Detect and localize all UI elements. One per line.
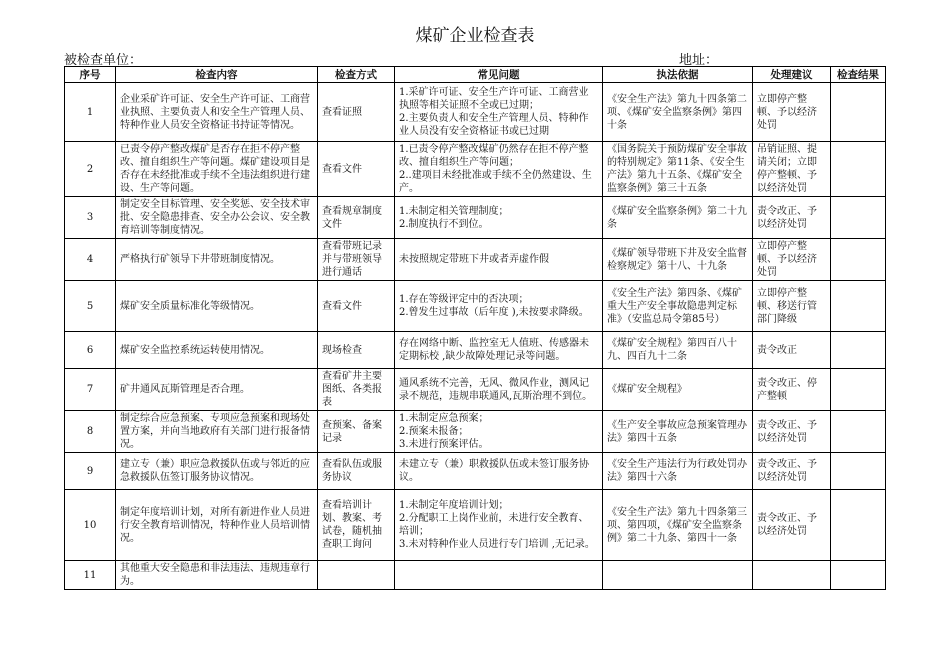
page-title: 煤矿企业检查表 bbox=[415, 26, 535, 46]
legal-basis-cell: 《国务院关于预防煤矿安全事故的特别规定》第11条、《安全生产法》第九十五条、《煤矿安全监察条例》第三十五条 bbox=[603, 142, 753, 197]
common-problem-cell: 1.未制定应急预案； 2.预案未报备； 3.未进行预案评估。 bbox=[395, 411, 603, 453]
check-content-cell: 严格执行矿领导下井带班制度情况。 bbox=[116, 239, 318, 281]
legal-basis-cell: 《安全生产违法行为行政处罚办法》第四十六条 bbox=[603, 453, 753, 490]
check-method-cell bbox=[318, 561, 395, 590]
legal-basis-cell: 《生产安全事故应急预案管理办法》第四十五条 bbox=[603, 411, 753, 453]
header-basis: 执法依据 bbox=[603, 67, 753, 83]
legal-basis-cell: 《煤矿安全规程》 bbox=[603, 369, 753, 411]
table-row bbox=[65, 281, 886, 332]
handling-advice-cell: 立即停产整顿、予以经济处罚 bbox=[753, 239, 831, 281]
table-row bbox=[65, 453, 886, 490]
address-label: 地址： bbox=[679, 53, 719, 68]
check-result-cell[interactable] bbox=[831, 490, 886, 561]
handling-advice-cell: 责令改正、停产整顿 bbox=[753, 369, 831, 411]
handling-advice-cell: 责令改正、予以经济处罚 bbox=[753, 197, 831, 239]
check-method-cell: 查看矿井主要图纸、各类报表 bbox=[318, 369, 395, 411]
row-number-cell: 6 bbox=[65, 332, 116, 369]
check-method-cell: 查看证照 bbox=[318, 83, 395, 142]
row-number-cell: 5 bbox=[65, 281, 116, 332]
check-method-cell: 查看带班记录并与带班领导进行通话 bbox=[318, 239, 395, 281]
table-row bbox=[65, 197, 886, 239]
header-no: 序号 bbox=[65, 67, 116, 83]
handling-advice-cell: 责令改正、予以经济处罚 bbox=[753, 490, 831, 561]
legal-basis-cell: 《煤矿安全监察条例》第二十九条 bbox=[603, 197, 753, 239]
common-problem-cell: 存在网络中断、监控室无人值班、传感器未定期标校 ,缺少故障处理记录等问题。 bbox=[395, 332, 603, 369]
check-result-cell[interactable] bbox=[831, 197, 886, 239]
row-number-cell: 9 bbox=[65, 453, 116, 490]
common-problem-cell: 1.存在等级评定中的否决项； 2.曾发生过事故（后年度 ),未按要求降级。 bbox=[395, 281, 603, 332]
row-number-cell: 8 bbox=[65, 411, 116, 453]
table-row bbox=[65, 83, 886, 142]
table-row bbox=[65, 411, 886, 453]
handling-advice-cell: 责令改正 bbox=[753, 332, 831, 369]
check-content-cell: 制定综合应急预案、专项应急预案和现场处置方案，并向当地政府有关部门进行报备情况。 bbox=[116, 411, 318, 453]
table-row bbox=[65, 332, 886, 369]
check-method-cell: 查看培训计划、教案、考试卷，随机抽查职工询问 bbox=[318, 490, 395, 561]
legal-basis-cell: 《煤矿安全规程》第四百八十九、四百九十二条 bbox=[603, 332, 753, 369]
check-result-cell[interactable] bbox=[831, 239, 886, 281]
header-problem: 常见问题 bbox=[395, 67, 603, 83]
check-content-cell: 建立专（兼）职应急救援队伍或与邻近的应急救援队伍签订服务协议情况。 bbox=[116, 453, 318, 490]
check-method-cell: 查看规章制度文件 bbox=[318, 197, 395, 239]
check-content-cell: 制定年度培训计划，对所有新进作业人员进行安全教育培训情况，特种作业人员培训情况。 bbox=[116, 490, 318, 561]
check-method-cell: 查看队伍或服务协议 bbox=[318, 453, 395, 490]
row-number-cell: 7 bbox=[65, 369, 116, 411]
check-result-cell[interactable] bbox=[831, 142, 886, 197]
check-method-cell: 现场检查 bbox=[318, 332, 395, 369]
common-problem-cell: 1.采矿许可证、安全生产许可证、工商营业执照等相关证照不全或已过期； 2.主要负责人和安全生产管理人员、特种作业人员没有安全资格证书或已过期 bbox=[395, 83, 603, 142]
handling-advice-cell: 立即停产整顿、移送行管部门降级 bbox=[753, 281, 831, 332]
row-number-cell: 4 bbox=[65, 239, 116, 281]
handling-advice-cell: 责令改正、予以经济处罚 bbox=[753, 453, 831, 490]
check-result-cell[interactable] bbox=[831, 369, 886, 411]
check-result-cell[interactable] bbox=[831, 281, 886, 332]
legal-basis-cell: 《煤矿领导带班下井及安全监督检察规定》第十八、十九条 bbox=[603, 239, 753, 281]
legal-basis-cell bbox=[603, 561, 753, 590]
legal-basis-cell: 《安全生产法》第九十四条第三项、第四项，《煤矿安全监察条例》第二十九条、第四十一条 bbox=[603, 490, 753, 561]
check-content-cell: 煤矿安全质量标准化等级情况。 bbox=[116, 281, 318, 332]
legal-basis-cell: 《安全生产法》第九十四条第二项、《煤矿安全监察条例》第四十条 bbox=[603, 83, 753, 142]
check-content-cell: 已责令停产整改煤矿是否存在拒不停产整改、擅自组织生产等问题。煤矿建设项目是否存在未经批准或手续不全违法组织进行建设、生产等问题。 bbox=[116, 142, 318, 197]
table-row bbox=[65, 239, 886, 281]
handling-advice-cell: 责令改正、予以经济处罚 bbox=[753, 411, 831, 453]
row-number-cell: 1 bbox=[65, 83, 116, 142]
table-row bbox=[65, 142, 886, 197]
header-result: 检查结果 bbox=[831, 67, 886, 83]
check-result-cell[interactable] bbox=[831, 453, 886, 490]
check-result-cell[interactable] bbox=[831, 411, 886, 453]
check-content-cell: 其他重大安全隐患和非法违法、违规违章行为。 bbox=[116, 561, 318, 590]
common-problem-cell: 通风系统不完善，无风、微风作业，测风记录不规范，违规串联通风,瓦斯治理不到位。 bbox=[395, 369, 603, 411]
handling-advice-cell: 立即停产整顿、予以经济处罚 bbox=[753, 83, 831, 142]
check-result-cell[interactable] bbox=[831, 332, 886, 369]
common-problem-cell: 1.未制定相关管理制度； 2.制度执行不到位。 bbox=[395, 197, 603, 239]
check-method-cell: 查看文件 bbox=[318, 281, 395, 332]
row-number-cell: 11 bbox=[65, 561, 116, 590]
legal-basis-cell: 《安全生产法》第四条、《煤矿重大生产安全事故隐患判定标准》（安监总局令第85号） bbox=[603, 281, 753, 332]
check-method-cell: 查预案、备案记录 bbox=[318, 411, 395, 453]
row-number-cell: 10 bbox=[65, 490, 116, 561]
inspected-unit-label: 被检查单位： bbox=[64, 53, 143, 68]
table-row bbox=[65, 369, 886, 411]
row-number-cell: 2 bbox=[65, 142, 116, 197]
header-method: 检查方式 bbox=[318, 67, 395, 83]
check-content-cell: 矿井通风瓦斯管理是否合理。 bbox=[116, 369, 318, 411]
check-result-cell[interactable] bbox=[831, 561, 886, 590]
handling-advice-cell bbox=[753, 561, 831, 590]
table-header-row bbox=[65, 67, 886, 83]
common-problem-cell: 未建立专（兼）职救援队伍或未签订服务协议。 bbox=[395, 453, 603, 490]
row-number-cell: 3 bbox=[65, 197, 116, 239]
check-content-cell: 制定安全目标管理、安全奖惩、安全技术审批、安全隐患排查、安全办公会议、安全教育培训等制度情况。 bbox=[116, 197, 318, 239]
common-problem-cell: 未按照规定带班下井或者弄虚作假 bbox=[395, 239, 603, 281]
header-content: 检查内容 bbox=[116, 67, 318, 83]
check-content-cell: 煤矿安全监控系统运转使用情况。 bbox=[116, 332, 318, 369]
common-problem-cell bbox=[395, 561, 603, 590]
common-problem-cell: 1.未制定年度培训计划； 2.分配职工上岗作业前，未进行安全教育、培训； 3.未对特种作业人员进行专门培训 ,无记录。 bbox=[395, 490, 603, 561]
header-advice: 处理建议 bbox=[753, 67, 831, 83]
inspection-table bbox=[64, 66, 886, 590]
common-problem-cell: 1.已责令停产整改煤矿仍然存在拒不停产整改、擅自组织生产等问题； 2..建项目未经批准或手续不全仍然建设、生产。 bbox=[395, 142, 603, 197]
handling-advice-cell: 吊销证照、提请关闭；立即停产整顿、予以经济处罚 bbox=[753, 142, 831, 197]
check-content-cell: 企业采矿许可证、安全生产许可证、工商营业执照、主要负责人和安全生产管理人员、特种作业人员安全资格证书持证等情况。 bbox=[116, 83, 318, 142]
check-result-cell[interactable] bbox=[831, 83, 886, 142]
table-row bbox=[65, 490, 886, 561]
table-row bbox=[65, 561, 886, 590]
check-method-cell: 查看文件 bbox=[318, 142, 395, 197]
